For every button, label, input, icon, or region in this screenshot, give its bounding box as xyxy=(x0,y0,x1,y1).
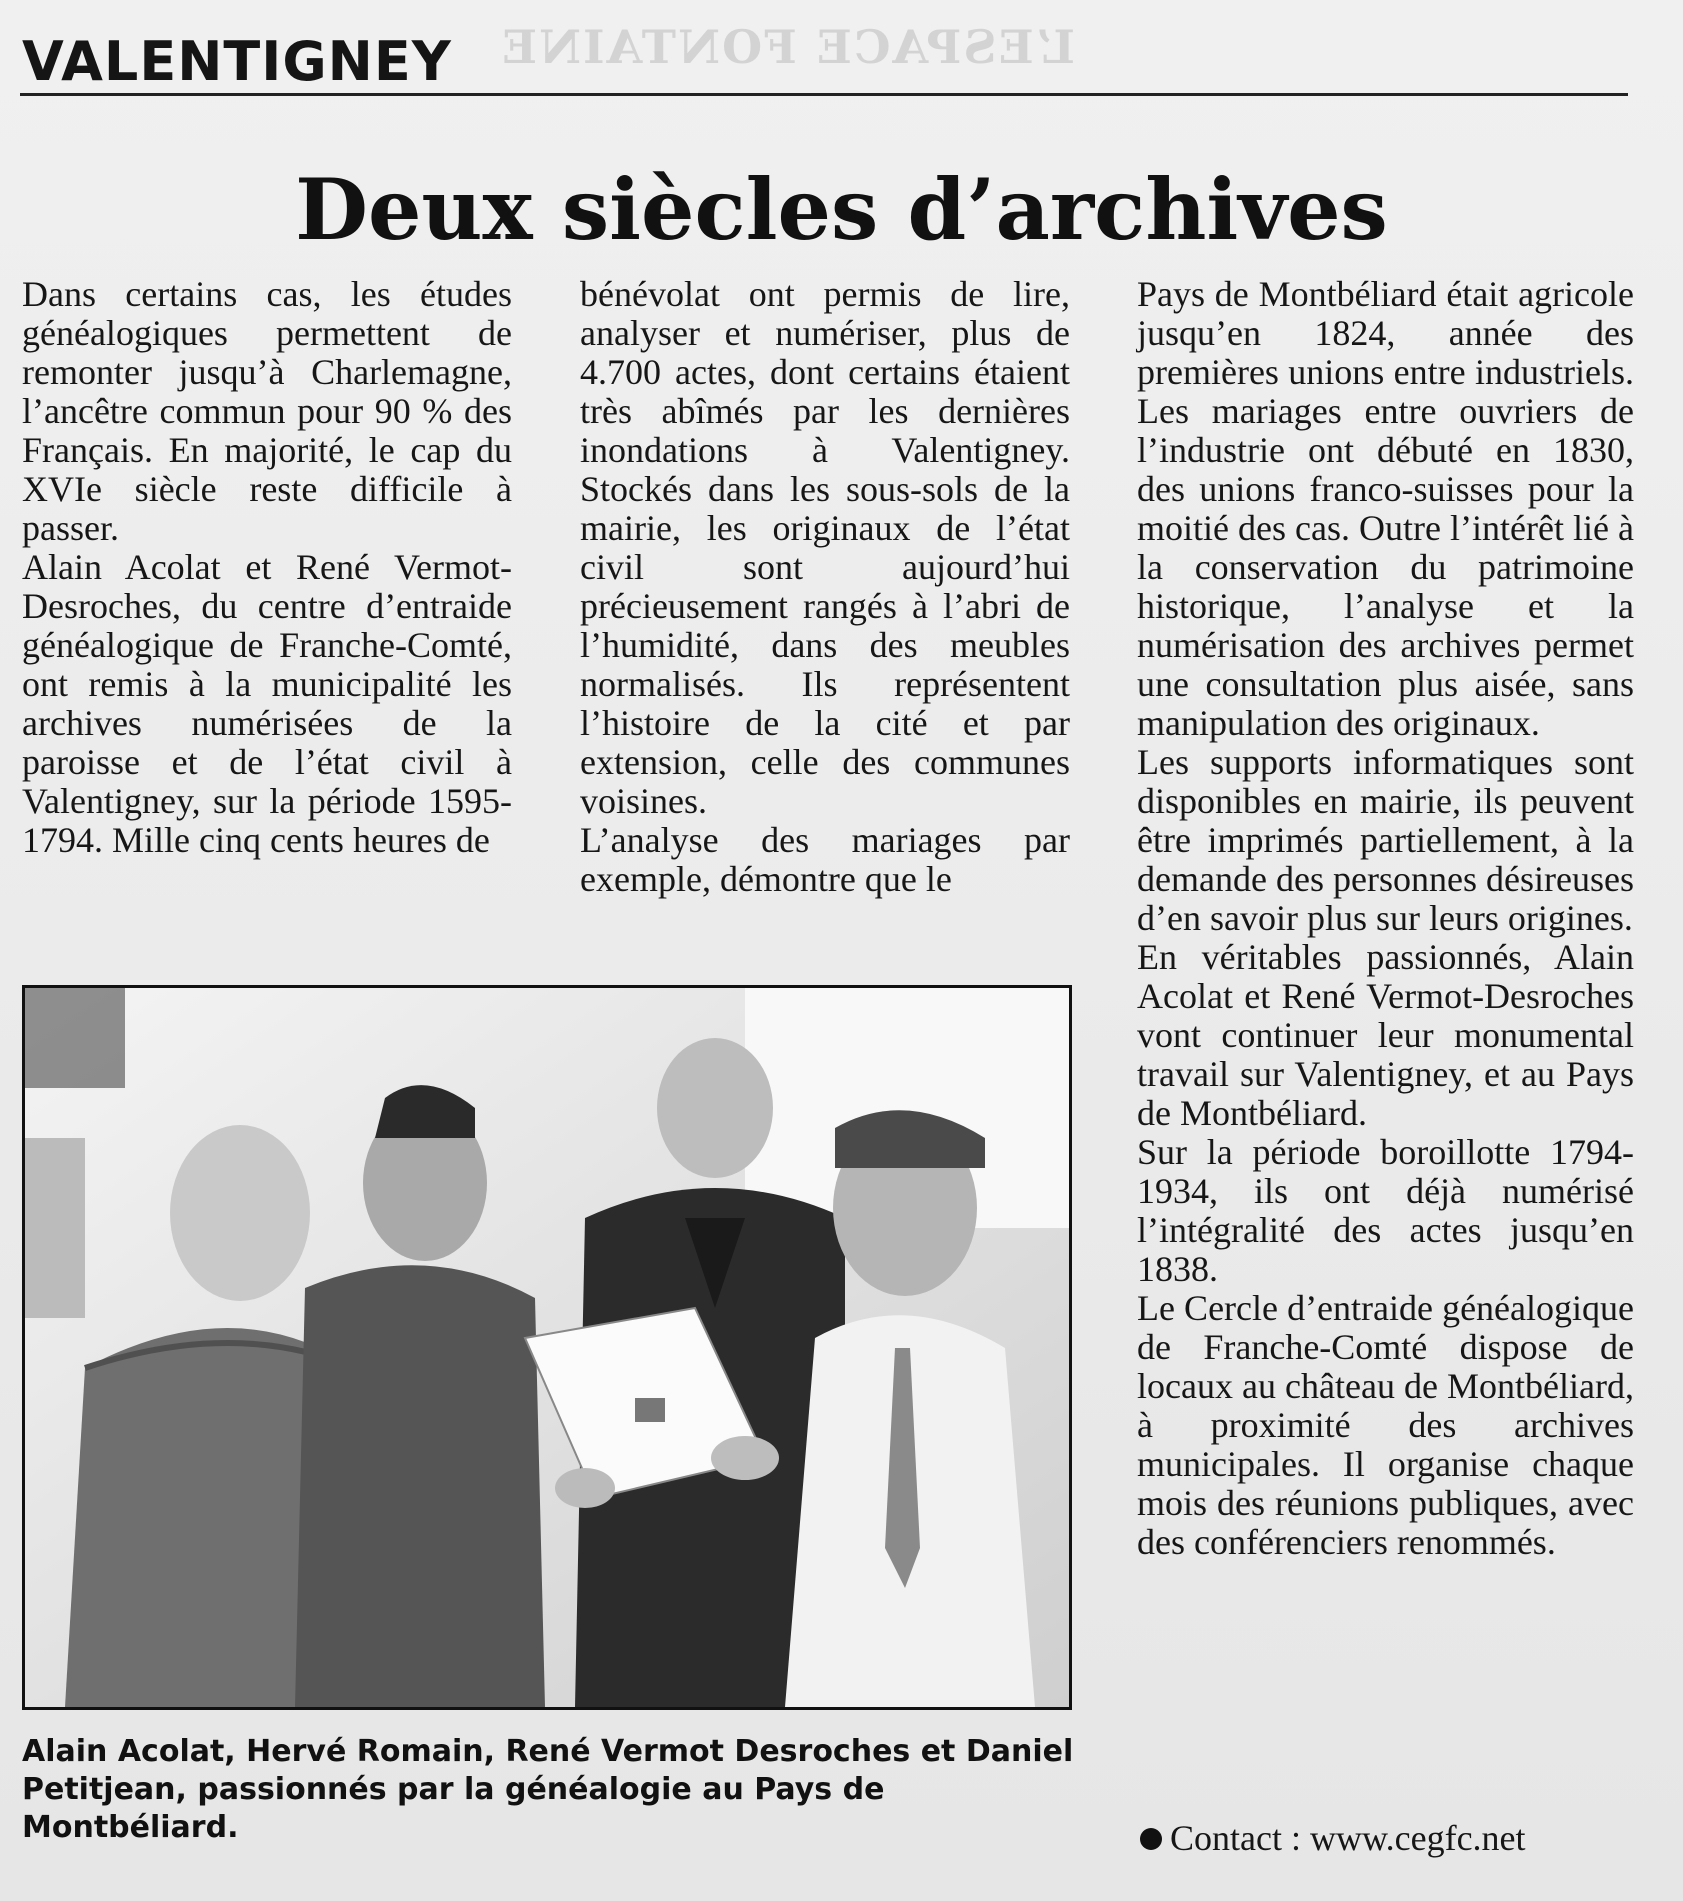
paragraph: Dans certains cas, les études généalogiques permettent de remonter jusqu’à Charlemagne, l’ancêtre commun pour 90 % des Français. En majorité, le cap du XVIe siècle reste difficile à passer. xyxy=(22,274,512,548)
paragraph: Le Cercle d’entraide généalogique de Franche-Comté dispose de locaux au château de Montbéliard, à proximité des archives municipales. Il organise chaque mois des réunions publiques, avec des conférenciers renommés. xyxy=(1137,1288,1634,1562)
paragraph: Les supports informatiques sont disponibles en mairie, ils peuvent être imprimés partiellement, à la demande des personnes désireuses d’en savoir plus sur leurs origines. xyxy=(1137,742,1634,938)
text-column-2 xyxy=(580,275,1070,899)
contact-line xyxy=(1140,1817,1526,1859)
paragraph: Alain Acolat et René Vermot-Desroches, du centre d’entraide généalogique de Franche-Comté, ont remis à la municipalité les archives numérisées de la paroisse et de l’état civil à Valentigney, sur la période 1595-1794. Mille cinq cents heures de xyxy=(22,547,512,860)
paragraph: En véritables passionnés, Alain Acolat et René Vermot-Desroches vont continuer leur monumental travail sur Valentigney, et au Pays de Montbéliard. xyxy=(1137,937,1634,1133)
paragraph: Pays de Montbéliard était agricole jusqu’en 1824, année des premières unions entre industriels. Les mariages entre ouvriers de l’industrie ont débuté en 1830, des unions franco-suisses pour la moitié des cas. Outre l’intérêt lié à la conservation du patrimoine historique, l’analyse et la numérisation des archives permet une consultation plus aisée, sans manipulation des originaux. xyxy=(1137,274,1634,743)
paragraph: bénévolat ont permis de lire, analyser et numériser, plus de 4.700 actes, dont certains étaient très abîmés par les dernières inondations à Valentigney. Stockés dans les sous-sols de la mairie, les originaux de l’état civil sont aujourd’hui précieusement rangés à l’abri de l’humidité, dans des meubles normalisés. Ils représentent l’histoire de la cité et par extension, celle des communes voisines. xyxy=(580,274,1070,821)
contact-text: Contact : www.cegfc.net xyxy=(1170,1818,1526,1858)
section-rule xyxy=(20,93,1628,96)
text-column-1 xyxy=(22,275,512,860)
section-label: VALENTIGNEY xyxy=(22,30,452,93)
paragraph: Sur la période boroillotte 1794-1934, ils ont déjà numérisé l’intégralité des actes jusqu’en 1838. xyxy=(1137,1132,1634,1289)
article-headline: Deux siècles d’archives xyxy=(295,160,1388,259)
text-column-3 xyxy=(1137,275,1634,1562)
article-photo xyxy=(22,985,1072,1710)
paragraph: L’analyse des mariages par exemple, démontre que le xyxy=(580,820,1070,899)
photo-caption: Alain Acolat, Hervé Romain, René Vermot Desroches et Daniel Petitjean, passionnés par la généalogie au Pays de Montbéliard. xyxy=(22,1734,1074,1845)
photo-illustration xyxy=(25,988,1069,1707)
bleed-through-text: L’ESPACE FONTAINE xyxy=(500,20,1076,74)
bullet-icon xyxy=(1140,1828,1162,1850)
